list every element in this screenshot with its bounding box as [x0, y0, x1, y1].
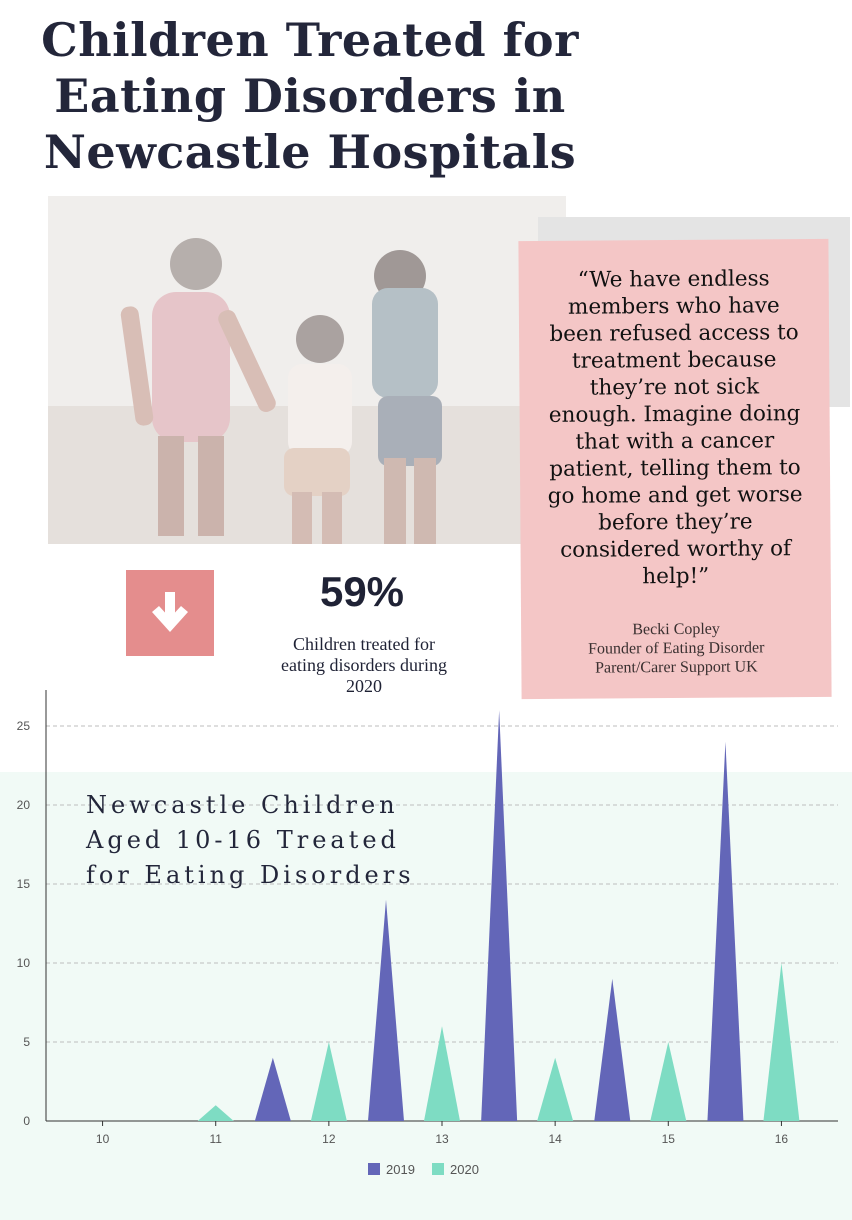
legend-swatch-2019	[368, 1163, 380, 1175]
series-2019-mark	[481, 710, 517, 1121]
stat-value: 59%	[319, 568, 405, 615]
quote-line: enough. Imagine doing	[548, 401, 801, 428]
quote-line: members who have	[567, 293, 780, 320]
x-tick-label: 16	[774, 1132, 789, 1146]
quote-line: patient, telling them to	[549, 455, 801, 482]
chart-title-line: for Eating Disorders	[86, 861, 415, 889]
legend-label-2019: 2019	[386, 1162, 415, 1177]
stat-caption-line: 2020	[346, 676, 382, 696]
title-line: Newcastle Hospitals	[43, 125, 577, 179]
y-tick-label: 25	[16, 719, 30, 733]
x-tick-label: 15	[661, 1132, 675, 1146]
author-org: Parent/Carer Support UK	[595, 658, 758, 677]
quote-line: been refused access to	[549, 320, 799, 347]
quote-line: that with a cancer	[575, 428, 775, 455]
y-tick-label: 20	[16, 798, 30, 812]
y-tick-label: 15	[16, 877, 30, 891]
x-tick-label: 11	[209, 1132, 222, 1146]
chart-title-line: Aged 10-16 Treated	[86, 826, 400, 854]
series-2019-mark	[368, 900, 404, 1121]
quote-line: before they’re	[598, 509, 753, 536]
y-tick-label: 0	[23, 1114, 30, 1128]
x-tick-label: 12	[322, 1132, 336, 1146]
legend-label-2020: 2020	[450, 1162, 479, 1177]
title-line: Children Treated for	[41, 13, 579, 67]
quote-line: treatment because	[571, 347, 777, 374]
series-2020-mark	[537, 1058, 573, 1121]
chart-title	[86, 788, 466, 893]
quote-line: they’re not sick	[589, 374, 760, 401]
quote-line: considered worthy of	[560, 536, 792, 563]
chart-title-line: Newcastle Children	[86, 791, 399, 819]
series-2020-mark	[198, 1105, 234, 1121]
series-2020-mark	[650, 1042, 686, 1121]
quote-line: “We have endless	[577, 266, 770, 293]
author-role: Founder of Eating Disorder	[587, 639, 765, 658]
series-2019-mark	[707, 742, 743, 1121]
stat-caption-line: eating disorders during	[281, 655, 447, 675]
x-tick-label: 14	[548, 1132, 562, 1146]
quote-line: help!”	[642, 563, 710, 590]
stat-caption-line: Children treated for	[293, 634, 435, 654]
series-2020-mark	[424, 1026, 460, 1121]
series-2019-mark	[594, 979, 630, 1121]
series-2020-mark	[311, 1042, 347, 1121]
title-line: Eating Disorders in	[54, 69, 566, 123]
x-tick-label: 13	[435, 1132, 449, 1146]
series-2019-mark	[255, 1058, 291, 1121]
y-tick-label: 10	[16, 956, 30, 970]
y-tick-label: 5	[23, 1035, 30, 1049]
author-name: Becki Copley	[632, 620, 720, 639]
quote-line: go home and get worse	[547, 482, 803, 509]
x-tick-label: 10	[95, 1132, 110, 1146]
legend-swatch-2020	[432, 1163, 444, 1175]
